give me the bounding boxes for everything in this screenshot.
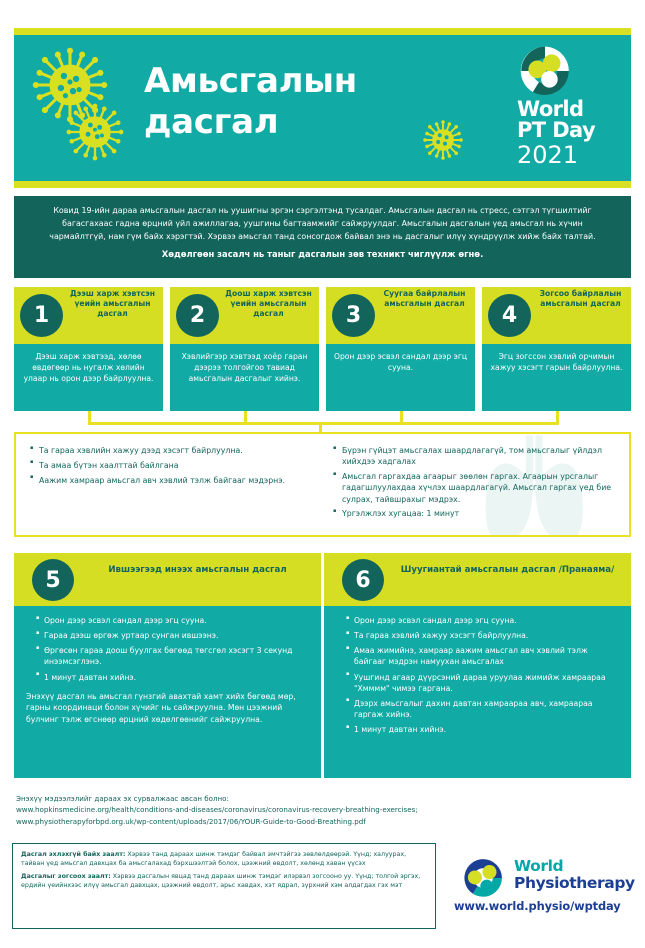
connector-drop-2	[244, 411, 247, 422]
logo-name	[517, 99, 595, 142]
exercise-card-2	[170, 287, 319, 411]
bullet-list-right	[321, 434, 629, 520]
section-6-header	[324, 553, 631, 606]
list-item: ▪ Өргөсөн гараа доош буулгах бөгөөд төгсгөл хэсэгт 3 секунд инээмсэглэнэ.	[36, 645, 311, 667]
page-title-line2: дасгал	[144, 102, 279, 143]
card-1-number: 1	[20, 294, 63, 337]
header-bottom-accent-bar	[14, 181, 631, 188]
intro-paragraph: Ковид 19-ийн дараа амьсгалын дасгал нь уушигны эргэн сэргэлтэнд тусалдаг. Амьсгалын дасгал нь стресс, сэтгэл түгшилтийг багасгахаас гадна өрцний үйл ажиллагаа, уушгины багтаамжийг сайжруулдаг. Амьсгалын дасгалын үед амьсгал нь хүчин чармайлтгүй, нам гүм байх хэрэгтэй. Хэрвээ амьсгал танд сонсогдож байвал энэ нь дасгалыг илүү хүндрүүлж хийж байх талтай.	[49, 206, 596, 241]
sources-block	[16, 793, 536, 827]
header	[14, 28, 631, 188]
logo-year: 2021	[517, 141, 579, 169]
list-item: ▪ Та амаа бүтэн хаалттай байлгана	[30, 460, 313, 471]
card-1-header	[14, 287, 163, 344]
bullet-list-left	[16, 434, 321, 486]
warning-label-1: Дасгал эхлэхгүй байх заалт:	[21, 851, 126, 858]
source-link-1[interactable]: www.hopkinsmedicine.org/health/conditions-and-diseases/coronavirus/coronavirus-recovery-breathing-exercises;	[16, 805, 418, 815]
card-3-number: 3	[332, 294, 375, 337]
exercise-card-1	[14, 287, 163, 411]
section-5-header	[14, 553, 321, 606]
list-item: ▪ Та гараа хэвлий хажуу хэсэгт байрлуулна.	[346, 630, 621, 641]
header-top-accent-bar	[14, 28, 631, 35]
bullet-panel-right	[321, 432, 631, 537]
virus-icon-medium	[66, 103, 124, 161]
list-item: ▪ Гараа дээш өргөж уртаар сунган ившээнэ.	[36, 630, 311, 641]
connector-drop-4	[556, 411, 559, 422]
card-1-title: Дээш харж хэвтсэн үеийн амьсгалын дасгал	[70, 289, 155, 319]
card-2-body: Хэвлийгээр хэвтээд хоёр гаран дээрээ толгойгоо тавиад амьсгалын дасгалыг хийнэ.	[170, 344, 319, 411]
warning-text-2: Хэрвээ дасгалын явцад танд дараах шинж тэмдэг илэрвэл зогсооно уу. Үүнд; толгой эргэх, ердийн үеийнхээс илүү амьсгал давхцах, цээжний өвдолт, арьс хавдах, хэт ядрал, зүрхний хэм алдагдах гэх мэт	[21, 872, 421, 890]
page-title	[144, 61, 444, 144]
section-5-note: Энэхүү дасгал нь амьсгал гүнзгий авахтай хамт хийх бөгөөд мөр, гарны координаци болон хүчийг нь сайжруулна. Мөн цээжний булчинг тэлж өгснөөр өрцний хөдөлгөөнийг сайжруулна.	[26, 691, 296, 724]
footer-logo-line2: Physiotherapy	[514, 873, 635, 892]
list-item: ▪ Үргэлжлэх хугацаа: 1 минут	[333, 508, 619, 519]
bullet-panels	[14, 432, 631, 537]
section-6-number: 6	[342, 559, 384, 601]
world-physiotherapy-mark-icon	[456, 858, 510, 898]
card-4-body: Эгц зогссон хэвлий орчимын хажуу хэсэгт гарын байрлуулна.	[482, 344, 631, 411]
intro-bold-line: Хөдөлгөөн засалч нь таныг дасгалын зөв техникт чиглүүлж өгнө.	[161, 249, 484, 260]
connector-drop-3	[400, 411, 403, 422]
section-6-title: Шуугиантай амьсгалын дасгал /Пранаяма/	[400, 565, 615, 575]
sources-intro: Энэхүү мэдээлэлийг дараах эх сурвалжаас авсан болно:	[16, 794, 229, 803]
list-item: ▪ Амьсгал гаргахдаа агаарыг зөөлөн гаргах. Агаарын урсгалыг гадагшлуулахдаа хүчлэх шаардлагагүй. Амьсгал гаргах үед бие сулрах, тайвшрахыг мэдрэх.	[333, 471, 619, 505]
logo-name-line1: World	[517, 97, 584, 121]
list-item: ▪ Амаа жимийнэ, хамраар аажим амьсгал авч хэвлий тэлж байгааг мэдрэн намуухан амьсгалах	[346, 645, 621, 667]
intro-panel	[14, 196, 631, 278]
exercise-card-4	[482, 287, 631, 411]
card-3-title: Суугаа байрлалын амьсгалын дасгал	[383, 289, 466, 309]
warning-label-2: Дасгалыг зогсоох заалт:	[21, 872, 111, 880]
list-item: ▪ Аажим хамраар амьсгал авч хэвлий тэлж байгааг мэдэрнэ.	[30, 475, 313, 486]
exercise-card-3	[326, 287, 475, 411]
footer-logo-name	[514, 858, 635, 891]
list-item: ▪ Та гараа хэвлийн хажуу дээд хэсэгт байрлуулна.	[30, 445, 313, 456]
warning-text-1: Хэрвээ танд дараах шинж тэмдэг байвал эмчтэйгээ зөвлөлдөөрэй. Үүнд; халуурах, тайван үед амьсгал давхцах ба амьсгалахад бэрхшээлтэй болох, цээжний өвдолт, хөлөнд хаван үүсэх	[21, 851, 407, 868]
connector-drop-1	[88, 411, 91, 422]
list-item: ▪ 1 минут давтан хийнэ.	[36, 672, 311, 683]
card-2-number: 2	[176, 294, 219, 337]
exercise-section-6	[324, 553, 631, 778]
section-6-bullet-list	[334, 615, 621, 735]
header-body	[14, 35, 631, 181]
world-pt-day-logo	[513, 43, 617, 175]
card-2-title: Доош харж хэвтсэн үеийн амьсгалын дасгал	[225, 289, 312, 319]
exercise-cards	[14, 287, 631, 411]
logo-name-line2: PT Day	[517, 118, 596, 143]
connector-horizontal	[88, 422, 559, 425]
list-item: ▪ 1 минут давтан хийнэ.	[346, 724, 621, 735]
footer-website-url[interactable]: www.world.physio/wptday	[454, 899, 621, 913]
card-3-header	[326, 287, 475, 344]
section-5-number: 5	[32, 559, 74, 601]
bullet-panel-left	[14, 432, 321, 537]
source-link-2[interactable]: www.physiotherapyforbpd.org.uk/wp-content/uploads/2017/06/YOUR-Guide-to-Good-Breathing.pdf	[16, 816, 366, 826]
list-item: ▪ Бүрэн гүйцэт амьсгалах шаардлагагүй, том амьсгалыг үйлдэл хийхдээ хадгалах	[333, 445, 619, 468]
card-4-title: Зогсоо байрлалын амьсгалын дасгал	[539, 289, 622, 309]
connector-lines	[14, 411, 631, 433]
list-item: ▪ Орон дээр эсвэл сандал дээр эгц сууна.	[36, 615, 311, 626]
exercise-section-5	[14, 553, 321, 778]
warning-box	[12, 843, 436, 929]
section-5-body	[14, 606, 321, 778]
section-6-body	[324, 606, 631, 778]
section-5-title: Ившээгээд инээх амьсгалын дасгал	[108, 565, 287, 575]
world-physiotherapy-logo[interactable]	[452, 857, 635, 920]
card-2-header	[170, 287, 319, 344]
warning-stop-exercise	[21, 872, 427, 891]
warning-do-not-start	[21, 850, 427, 869]
card-4-header	[482, 287, 631, 344]
page-title-line1: Амьсгалын	[144, 61, 357, 101]
card-4-number: 4	[488, 294, 531, 337]
world-pt-day-mark-icon	[517, 45, 573, 97]
card-1-body: Дээш харж хэвтээд, хөлөө өвдөгөөр нь нугалж хөлийн улаар нь орон дээр байрлуулна.	[14, 344, 163, 411]
list-item: ▪ Уушгинд агаар дүүрсэний дараа уруулаа жимийж хамраараа "Хмммм" чимээ гаргана.	[346, 672, 621, 694]
list-item: ▪ Орон дээр эсвэл сандал дээр эгц сууна.	[346, 615, 621, 626]
section-5-bullet-list	[24, 615, 311, 683]
card-3-body: Орон дээр эсвэл сандал дээр эгц сууна.	[326, 344, 475, 411]
list-item: ▪ Дээрх амьсгалыг дахин давтан хамраараа авч, хамраараа гаргаж хийнэ.	[346, 698, 621, 720]
footer-logo-line1: World	[514, 857, 564, 875]
